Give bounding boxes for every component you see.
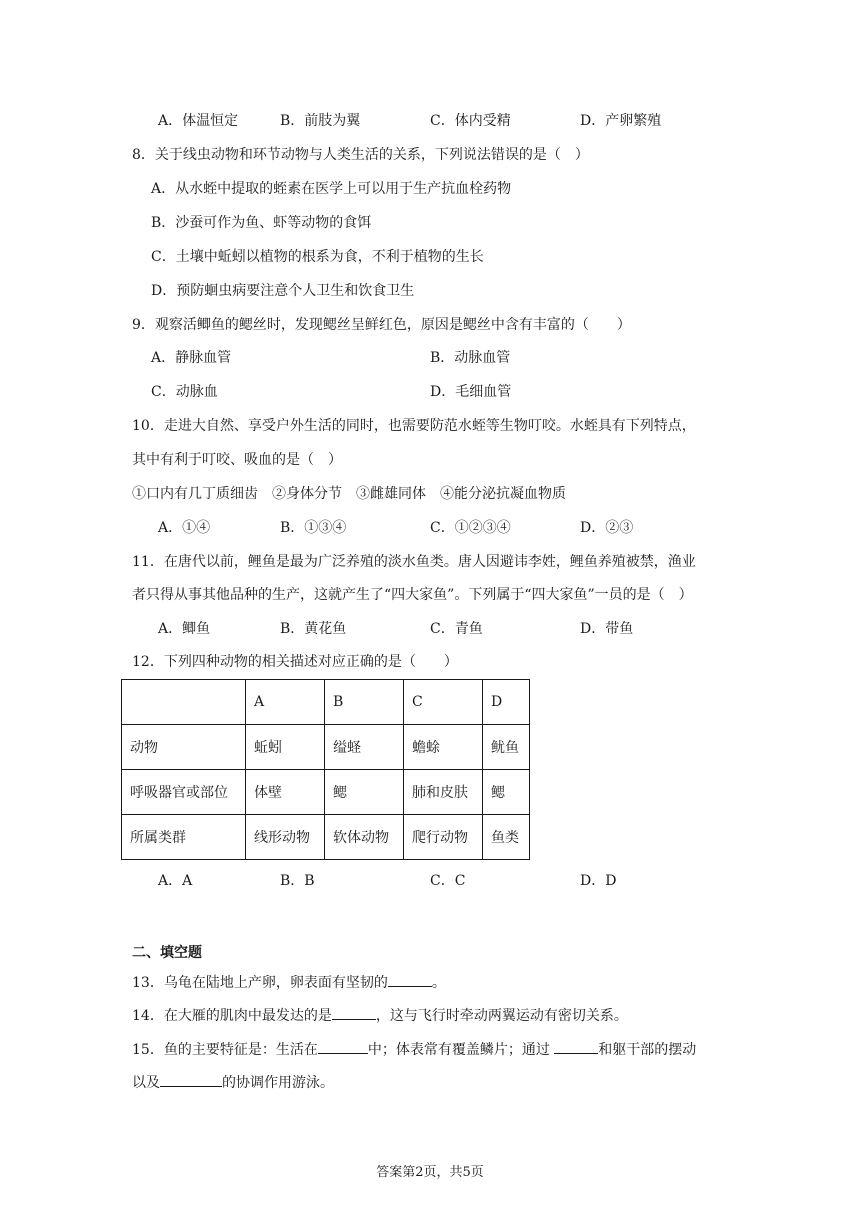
table-row bbox=[122, 770, 530, 815]
table-cell: 动物 bbox=[122, 725, 246, 770]
page-footer: 答案第2页，共5页 bbox=[376, 1165, 484, 1180]
answer-blank[interactable] bbox=[332, 1005, 376, 1020]
table-cell: C bbox=[404, 680, 483, 725]
q12-stem: 12．下列四种动物的相关描述对应正确的是（ ） bbox=[132, 654, 458, 670]
q7-option-a: A．体温恒定 bbox=[158, 113, 239, 129]
table-cell: 所属类群 bbox=[122, 815, 246, 860]
q9-option-a: A．静脉血管 bbox=[151, 350, 232, 366]
answer-blank[interactable] bbox=[554, 1039, 598, 1054]
q11-stem-line2: 者只得从事其他品种的生产，这就产生了“四大家鱼”。下列属于“四大家鱼”一员的是（ ） bbox=[132, 587, 693, 603]
table-cell: A bbox=[246, 680, 325, 725]
q14 bbox=[132, 1005, 628, 1026]
q11-option-c: C．青鱼 bbox=[430, 621, 483, 637]
table-cell: 肺和皮肤 bbox=[404, 770, 483, 815]
answer-blank[interactable] bbox=[160, 1072, 222, 1087]
q11-option-b: B．黄花鱼 bbox=[280, 621, 347, 637]
q15-line2-after: 的协调作用游泳。 bbox=[222, 1075, 334, 1091]
table-cell: 软体动物 bbox=[325, 815, 404, 860]
q15-part3: 和躯干部的摆动 bbox=[598, 1042, 697, 1058]
q10-stem-line1: 10．走进大自然、享受户外生活的同时，也需要防范水蛭等生物叮咬。水蛭具有下列特点， bbox=[132, 418, 696, 434]
q9-option-b: B．动脉血管 bbox=[430, 350, 511, 366]
q15-part1: 15．鱼的主要特征是：生活在 bbox=[132, 1042, 318, 1058]
q15-line2-before: 以及 bbox=[132, 1075, 160, 1091]
q15-line2 bbox=[132, 1072, 334, 1093]
table-cell: 缢蛏 bbox=[325, 725, 404, 770]
q8-option-d: D．预防蛔虫病要注意个人卫生和饮食卫生 bbox=[151, 283, 415, 299]
q7-option-c: C．体内受精 bbox=[430, 113, 511, 129]
q8-option-a: A．从水蛭中提取的蛭素在医学上可以用于生产抗血栓药物 bbox=[151, 181, 512, 197]
q10-option-c: C．①②③④ bbox=[430, 520, 511, 536]
table-cell: B bbox=[325, 680, 404, 725]
table-cell: 蟾蜍 bbox=[404, 725, 483, 770]
table-cell: 鳃 bbox=[483, 770, 530, 815]
q12-table bbox=[121, 679, 530, 860]
q9-option-c: C．动脉血 bbox=[151, 384, 218, 400]
q12-option-b: B．B bbox=[280, 873, 315, 889]
section-title: 二、填空题 bbox=[132, 945, 202, 961]
q12-option-a: A．A bbox=[158, 873, 193, 889]
table-cell: D bbox=[483, 680, 530, 725]
table-row bbox=[122, 725, 530, 770]
q7-option-d: D．产卵繁殖 bbox=[580, 113, 662, 129]
q10-stem-line2: 其中有利于叮咬、吸血的是（ ） bbox=[132, 452, 342, 468]
q7-option-b: B．前肢为翼 bbox=[280, 113, 361, 129]
table-cell: 爬行动物 bbox=[404, 815, 483, 860]
q9-option-d: D．毛细血管 bbox=[430, 384, 512, 400]
q8-option-c: C．土壤中蚯蚓以植物的根系为食，不利于植物的生长 bbox=[151, 249, 484, 265]
q13-text-after: 。 bbox=[431, 975, 446, 991]
answer-blank[interactable] bbox=[318, 1039, 368, 1054]
table-cell: 线形动物 bbox=[246, 815, 325, 860]
q8-stem: 8．关于线虫动物和环节动物与人类生活的关系，下列说法错误的是（ ） bbox=[132, 147, 589, 163]
q13-text-before: 13．乌龟在陆地上产卵，卵表面有坚韧的 bbox=[132, 975, 388, 991]
table-cell bbox=[122, 680, 246, 725]
q11-option-d: D．带鱼 bbox=[580, 621, 634, 637]
q10-option-b: B．①③④ bbox=[280, 520, 347, 536]
q10-features: ①口内有几丁质细齿 ②身体分节 ③雌雄同体 ④能分泌抗凝血物质 bbox=[132, 486, 566, 502]
table-cell: 鳃 bbox=[325, 770, 404, 815]
q11-stem-line1: 11．在唐代以前，鲤鱼是最为广泛养殖的淡水鱼类。唐人因避讳李姓，鲤鱼养殖被禁，渔业 bbox=[132, 554, 696, 570]
table-cell: 蚯蚓 bbox=[246, 725, 325, 770]
q12-option-c: C．C bbox=[430, 873, 466, 889]
q10-option-d: D．②③ bbox=[580, 520, 634, 536]
q14-text-after: ，这与飞行时牵动两翼运动有密切关系。 bbox=[375, 1008, 628, 1024]
table-row bbox=[122, 680, 530, 725]
table-row bbox=[122, 815, 530, 860]
table-cell: 体壁 bbox=[246, 770, 325, 815]
q12-option-d: D．D bbox=[580, 873, 617, 889]
q9-stem: 9．观察活鲫鱼的鳃丝时，发现鳃丝呈鲜红色，原因是鳃丝中含有丰富的（ ） bbox=[132, 317, 631, 333]
table-cell: 鱼类 bbox=[483, 815, 530, 860]
q14-text-before: 14．在大雁的肌肉中最发达的是 bbox=[132, 1008, 332, 1024]
q15-part2: 中；体表常有覆盖鳞片；通过 bbox=[367, 1042, 555, 1058]
answer-blank[interactable] bbox=[388, 972, 432, 987]
q11-option-a: A．鲫鱼 bbox=[158, 621, 211, 637]
table-cell: 鱿鱼 bbox=[483, 725, 530, 770]
q10-option-a: A．①④ bbox=[158, 520, 211, 536]
q13 bbox=[132, 972, 446, 993]
q8-option-b: B．沙蚕可作为鱼、虾等动物的食饵 bbox=[151, 215, 372, 231]
q15-line1 bbox=[132, 1039, 696, 1060]
table-cell: 呼吸器官或部位 bbox=[122, 770, 246, 815]
